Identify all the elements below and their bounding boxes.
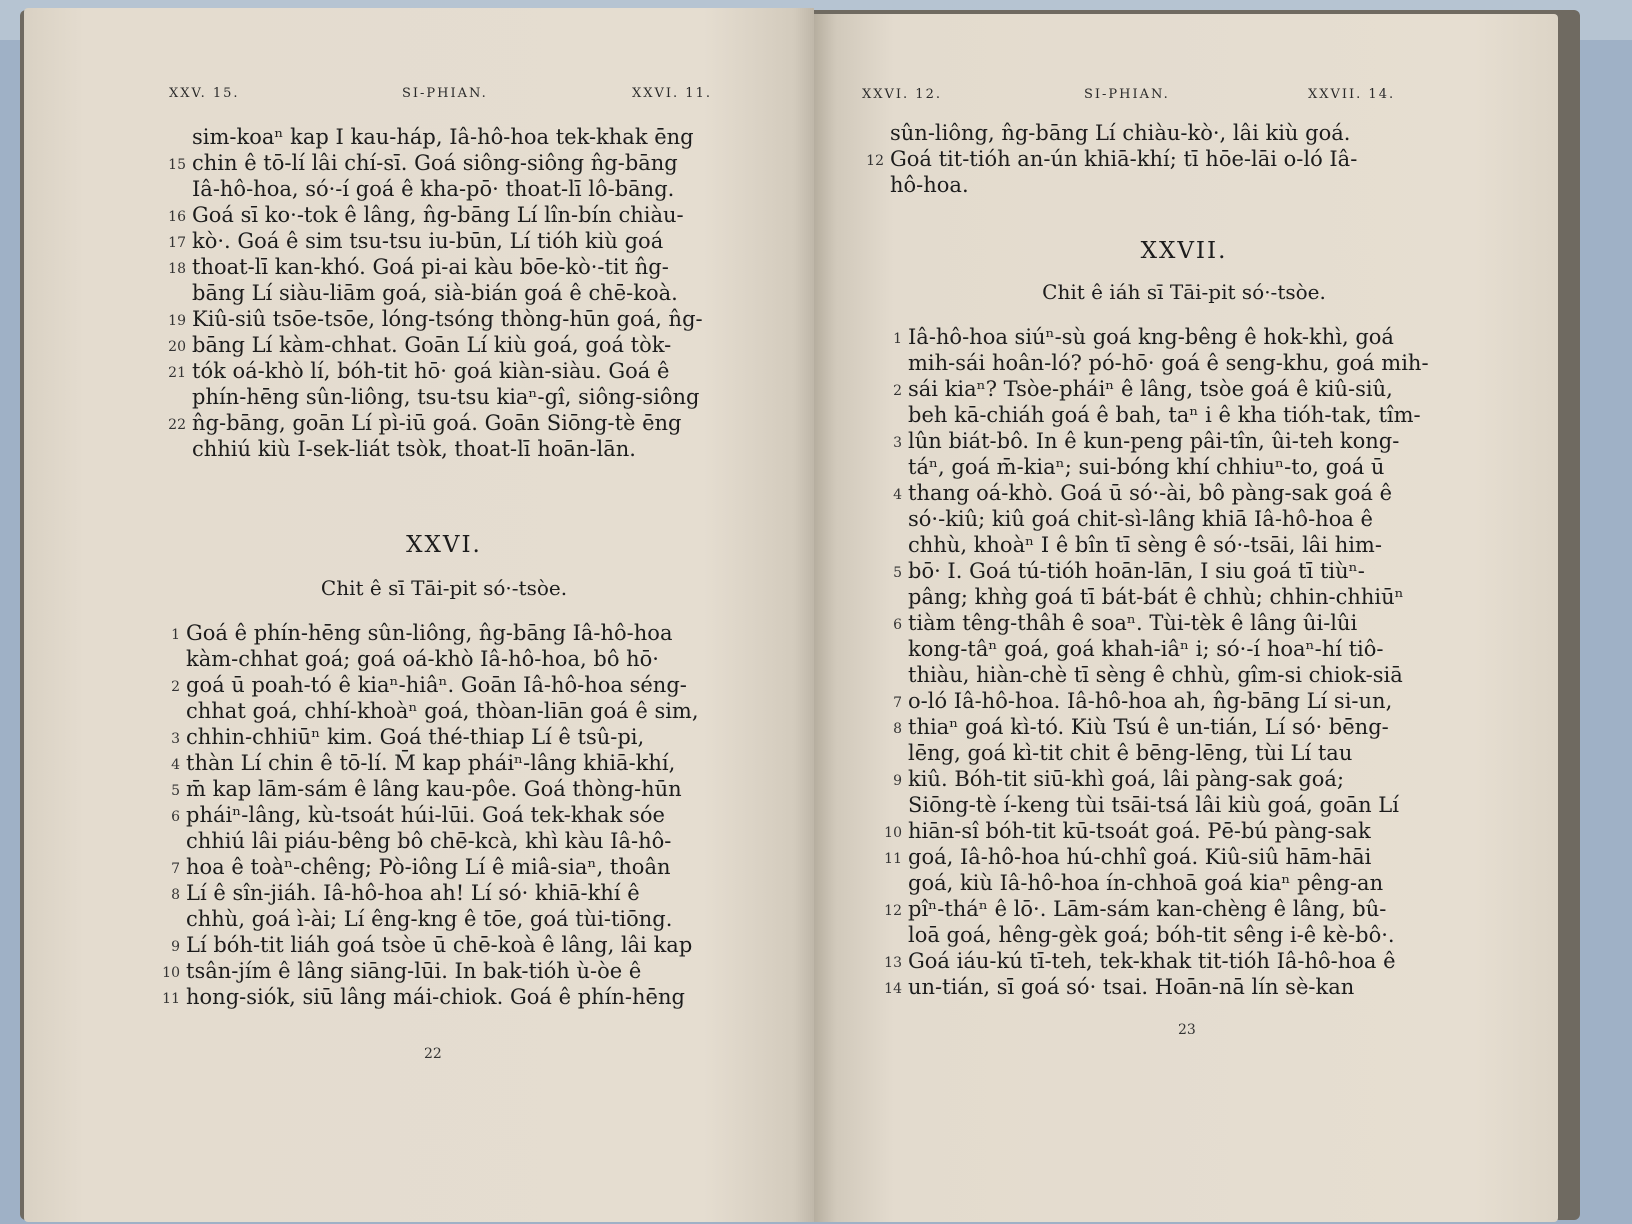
verse-number: 4 bbox=[893, 487, 902, 503]
verse-number: 6 bbox=[893, 617, 902, 633]
line-text: tók oá-khò lí, bóh-tit hō· goá kiàn-siàu. Goá ê bbox=[192, 359, 670, 383]
text-line bbox=[171, 750, 699, 776]
text-line bbox=[162, 958, 699, 984]
verse-number: 3 bbox=[893, 435, 902, 451]
verse-number: 18 bbox=[168, 261, 186, 277]
line-text: pháiⁿ-lâng, kù-tsoát húi-lūi. Goá tek-khak sóe bbox=[186, 803, 665, 827]
text-line bbox=[908, 662, 1429, 688]
left-page bbox=[24, 8, 814, 1222]
text-line bbox=[192, 280, 703, 306]
text-line bbox=[890, 120, 1357, 146]
verse-number: 6 bbox=[171, 809, 180, 825]
text-line bbox=[186, 646, 699, 672]
line-text: chhin-chhiūⁿ kim. Goá thé-thiap Lí ê tsû-pi, bbox=[186, 725, 645, 749]
text-line bbox=[192, 176, 703, 202]
line-text: hô-hoa. bbox=[890, 173, 969, 197]
line-text: thoat-lī kan-khó. Goá pi-ai kàu bōe-kò·-tit n̂g- bbox=[192, 255, 669, 279]
text-line bbox=[893, 610, 1429, 636]
text-line bbox=[893, 688, 1429, 714]
line-text: bāng Lí siàu-liām goá, sià-bián goá ê chē-koà. bbox=[192, 281, 678, 305]
text-line bbox=[192, 436, 703, 462]
text-line bbox=[908, 636, 1429, 662]
verse-number: 10 bbox=[162, 965, 180, 981]
line-text: lēng, goá kì-tit chit ê bēng-lēng, tùi Lí tau bbox=[908, 741, 1353, 765]
text-line bbox=[171, 854, 699, 880]
line-text: só·-kiû; kiû goá chit-sì-lâng khiā Iâ-hô-hoa ê bbox=[908, 507, 1373, 531]
text-line bbox=[893, 324, 1429, 350]
text-line bbox=[171, 776, 699, 802]
text-line bbox=[908, 740, 1429, 766]
line-text: hiān-sî bóh-tit kū-tsoát goá. Pē-bú pàng-sak bbox=[908, 819, 1371, 843]
verse-number: 9 bbox=[893, 773, 902, 789]
text-line bbox=[893, 558, 1429, 584]
line-text: m̄ kap lām-sám ê lâng kau-pôe. Goá thòng-hūn bbox=[186, 777, 682, 801]
line-text: goá ū poah-tó ê kiaⁿ-hiâⁿ. Goān Iâ-hô-hoa séng- bbox=[186, 673, 687, 697]
text-line bbox=[908, 402, 1429, 428]
verse-number: 1 bbox=[171, 627, 180, 643]
text-line bbox=[884, 818, 1429, 844]
line-text: beh kā-chiáh goá ê bah, taⁿ i ê kha tióh-tak, tîm- bbox=[908, 403, 1421, 427]
verse-number: 11 bbox=[162, 991, 180, 1007]
verse-number: 4 bbox=[171, 757, 180, 773]
verse-number: 17 bbox=[168, 235, 186, 251]
line-text: Lí ê sîn-jiáh. Iâ-hô-hoa ah! Lí só· khiā-khí ê bbox=[186, 881, 640, 905]
text-line bbox=[192, 124, 703, 150]
text-line bbox=[171, 932, 699, 958]
text-line bbox=[893, 376, 1429, 402]
line-text: n̂g-bāng, goān Lí pì-iū goá. Goān Siōng-tè ēng bbox=[192, 411, 682, 435]
text-block bbox=[162, 620, 699, 1010]
text-line bbox=[908, 506, 1429, 532]
verse-number: 20 bbox=[168, 339, 186, 355]
text-line bbox=[168, 254, 703, 280]
verse-number: 10 bbox=[884, 825, 902, 841]
line-text: chin ê tō-lí lâi chí-sī. Goá siông-siông n̂g-bāng bbox=[192, 151, 678, 175]
line-text: hoa ê toàⁿ-chêng; Pò-iông Lí ê miâ-siaⁿ, thoân bbox=[186, 855, 671, 879]
verse-number: 9 bbox=[171, 939, 180, 955]
line-text: sûn-liông, n̂g-bāng Lí chiàu-kò·, lâi kiù goá. bbox=[890, 121, 1351, 145]
line-text: Goá tit-tióh an-ún khiā-khí; tī hōe-lāi o-ló Iâ- bbox=[890, 147, 1358, 171]
text-line bbox=[884, 844, 1429, 870]
line-text: sim-koaⁿ kap I kau-háp, Iâ-hô-hoa tek-khak ēng bbox=[192, 125, 694, 149]
text-line bbox=[168, 150, 703, 176]
line-text: tiàm têng-thâh ê soaⁿ. Tùi-tèk ê lâng ûi-lûi bbox=[908, 611, 1358, 635]
line-text: mih-sái hoân-ló? pó-hō· goá ê seng-khu, goá mih- bbox=[908, 351, 1429, 375]
header-verse-start: XXVI. 12. bbox=[862, 87, 942, 102]
verse-number: 2 bbox=[171, 679, 180, 695]
header-verse-end: XXVI. 11. bbox=[632, 86, 712, 101]
text-line bbox=[171, 724, 699, 750]
line-text: thiàu, hiàn-chè tī sèng ê chhù, gîm-si chiok-siā bbox=[908, 663, 1403, 687]
verse-number: 12 bbox=[884, 903, 902, 919]
line-text: chhù, khoàⁿ I ê bîn tī sèng ê só·-tsāi, lâi him- bbox=[908, 533, 1382, 557]
text-line bbox=[171, 620, 699, 646]
text-line bbox=[893, 714, 1429, 740]
chapter-heading: XXVI. bbox=[406, 532, 482, 558]
page-number: 23 bbox=[1178, 1022, 1196, 1038]
line-text: kong-tâⁿ goá, goá khah-iâⁿ i; só·-í hoaⁿ-hí tiô- bbox=[908, 637, 1384, 661]
verse-number: 13 bbox=[884, 955, 902, 971]
header-verse-start: XXV. 15. bbox=[169, 86, 240, 101]
line-text: kò·. Goá ê sim tsu-tsu iu-būn, Lí tióh kiù goá bbox=[192, 229, 664, 253]
text-line bbox=[908, 532, 1429, 558]
line-text: thàn Lí chin ê tō-lí. M̄ kap pháiⁿ-lâng khiā-khí, bbox=[186, 751, 676, 775]
chapter-subtitle: Chit ê sī Tāi-pit só·-tsòe. bbox=[320, 576, 568, 600]
text-line bbox=[908, 350, 1429, 376]
line-text: goá, kiù Iâ-hô-hoa ín-chhoā goá kiaⁿ pêng-an bbox=[908, 871, 1384, 895]
line-text: goá, Iâ-hô-hoa hú-chhî goá. Kiû-siû hām-hāi bbox=[908, 845, 1372, 869]
verse-number: 7 bbox=[171, 861, 180, 877]
text-line bbox=[168, 332, 703, 358]
verse-number: 21 bbox=[168, 365, 186, 381]
line-text: táⁿ, goá m̄-kiaⁿ; sui-bóng khí chhiuⁿ-to, goá ū bbox=[908, 455, 1385, 479]
text-line bbox=[908, 584, 1429, 610]
verse-number: 11 bbox=[884, 851, 902, 867]
text-line bbox=[908, 870, 1429, 896]
header-verse-end: XXVII. 14. bbox=[1308, 87, 1396, 102]
text-block bbox=[884, 324, 1429, 1000]
text-line bbox=[884, 974, 1429, 1000]
line-text: Kiû-siû tsōe-tsōe, lóng-tsóng thòng-hūn goá, n̂g- bbox=[192, 307, 703, 331]
verse-number: 1 bbox=[893, 331, 902, 347]
line-text: chhù, goá ì-ài; Lí êng-kng ê tōe, goá tùi-tiōng. bbox=[186, 907, 673, 931]
line-text: Lí bóh-tit liáh goá tsòe ū chē-koà ê lâng, lâi kap bbox=[186, 933, 693, 957]
text-line bbox=[893, 766, 1429, 792]
line-text: Goá ê phín-hēng sûn-liông, n̂g-bāng Iâ-hô-hoa bbox=[186, 621, 673, 645]
line-text: kiû. Bóh-tit siū-khì goá, lâi pàng-sak goá; bbox=[908, 767, 1345, 791]
text-line bbox=[893, 428, 1429, 454]
verse-number: 5 bbox=[171, 783, 180, 799]
text-line bbox=[890, 172, 1357, 198]
line-text: lûn biát-bô. In ê kun-peng pâi-tîn, ûi-teh kong- bbox=[908, 429, 1400, 453]
line-text: sái kiaⁿ? Tsòe-pháiⁿ ê lâng, tsòe goá ê kiû-siû, bbox=[908, 377, 1393, 401]
header-book-title: SI-PHIAN. bbox=[1084, 87, 1170, 102]
line-text: Goá sī ko·-tok ê lâng, n̂g-bāng Lí lîn-bín chiàu- bbox=[192, 203, 684, 227]
text-line bbox=[168, 410, 703, 436]
right-page bbox=[814, 14, 1558, 1222]
line-text: tsân-jím ê lâng siāng-lūi. In bak-tióh ù-òe ê bbox=[186, 959, 642, 983]
text-line bbox=[908, 922, 1429, 948]
text-line bbox=[186, 906, 699, 932]
verse-number: 2 bbox=[893, 383, 902, 399]
text-line bbox=[168, 358, 703, 384]
text-line bbox=[884, 896, 1429, 922]
text-block bbox=[168, 124, 703, 462]
text-line bbox=[171, 802, 699, 828]
line-text: bō· I. Goá tú-tióh hoān-lān, I siu goá tī tiùⁿ- bbox=[908, 559, 1365, 583]
page-number: 22 bbox=[424, 1046, 442, 1062]
line-text: un-tián, sī goá só· tsai. Hoān-nā lín sè-kan bbox=[908, 975, 1355, 999]
text-line bbox=[171, 880, 699, 906]
verse-number: 19 bbox=[168, 313, 186, 329]
line-text: Siōng-tè í-keng tùi tsāi-tsá lâi kiù goá, goān Lí bbox=[908, 793, 1399, 817]
chapter-heading: XXVII. bbox=[1140, 238, 1228, 264]
text-line bbox=[186, 698, 699, 724]
text-line bbox=[866, 146, 1358, 172]
line-text: thiaⁿ goá kì-tó. Kiù Tsú ê un-tián, Lí só· bēng- bbox=[908, 715, 1389, 739]
verse-number: 22 bbox=[168, 417, 186, 433]
line-text: pîⁿ-tháⁿ ê lō·. Lām-sám kan-chèng ê lâng, bû- bbox=[908, 897, 1387, 921]
text-line bbox=[908, 792, 1429, 818]
header-book-title: SI-PHIAN. bbox=[402, 86, 488, 101]
verse-number: 16 bbox=[168, 209, 186, 225]
line-text: Goá iáu-kú tī-teh, tek-khak tit-tióh Iâ-hô-hoa ê bbox=[908, 949, 1396, 973]
text-line bbox=[171, 672, 699, 698]
line-text: chhat goá, chhí-khoàⁿ goá, thòan-liān goá ê sim, bbox=[186, 699, 699, 723]
verse-number: 8 bbox=[171, 887, 180, 903]
line-text: Iâ-hô-hoa, só·-í goá ê kha-pō· thoat-lī lô-bāng. bbox=[192, 177, 675, 201]
line-text: chhiú kiù I-sek-liát tsòk, thoat-lī hoān-lān. bbox=[192, 437, 636, 461]
text-line bbox=[186, 828, 699, 854]
verse-number: 7 bbox=[893, 695, 902, 711]
verse-number: 8 bbox=[893, 721, 902, 737]
text-line bbox=[884, 948, 1429, 974]
text-line bbox=[192, 384, 703, 410]
text-line bbox=[168, 306, 703, 332]
chapter-subtitle: Chit ê iáh sī Tāi-pit só·-tsòe. bbox=[1042, 280, 1326, 304]
line-text: chhiú lâi piáu-bêng bô chē-kcà, khì kàu Iâ-hô- bbox=[186, 829, 672, 853]
line-text: bāng Lí kàm-chhat. Goān Lí kiù goá, goá tòk- bbox=[192, 333, 672, 357]
line-text: Iâ-hô-hoa siúⁿ-sù goá kng-bêng ê hok-khì, goá bbox=[908, 325, 1394, 349]
line-text: pâng; khǹg goá tī bát-bát ê chhù; chhin-chhiūⁿ bbox=[908, 585, 1404, 609]
line-text: o-ló Iâ-hô-hoa. Iâ-hô-hoa ah, n̂g-bāng Lí si-un, bbox=[908, 689, 1393, 713]
line-text: phín-hēng sûn-liông, tsu-tsu kiaⁿ-gî, siông-siông bbox=[192, 385, 700, 409]
verse-number: 14 bbox=[884, 981, 902, 997]
line-text: kàm-chhat goá; goá oá-khò Iâ-hô-hoa, bô hō· bbox=[186, 647, 659, 671]
line-text: hong-siók, siū lâng mái-chiok. Goá ê phín-hēng bbox=[186, 985, 685, 1009]
text-line bbox=[893, 480, 1429, 506]
text-line bbox=[168, 228, 703, 254]
text-line bbox=[162, 984, 699, 1010]
verse-number: 5 bbox=[893, 565, 902, 581]
text-block bbox=[866, 120, 1358, 198]
line-text: loā goá, hêng-gèk goá; bóh-tit sêng i-ê kè-bô·. bbox=[908, 923, 1395, 947]
verse-number: 12 bbox=[866, 153, 884, 169]
text-line bbox=[908, 454, 1429, 480]
verse-number: 15 bbox=[168, 157, 186, 173]
line-text: thang oá-khò. Goá ū só·-ài, bô pàng-sak goá ê bbox=[908, 481, 1393, 505]
text-line bbox=[168, 202, 703, 228]
verse-number: 3 bbox=[171, 731, 180, 747]
